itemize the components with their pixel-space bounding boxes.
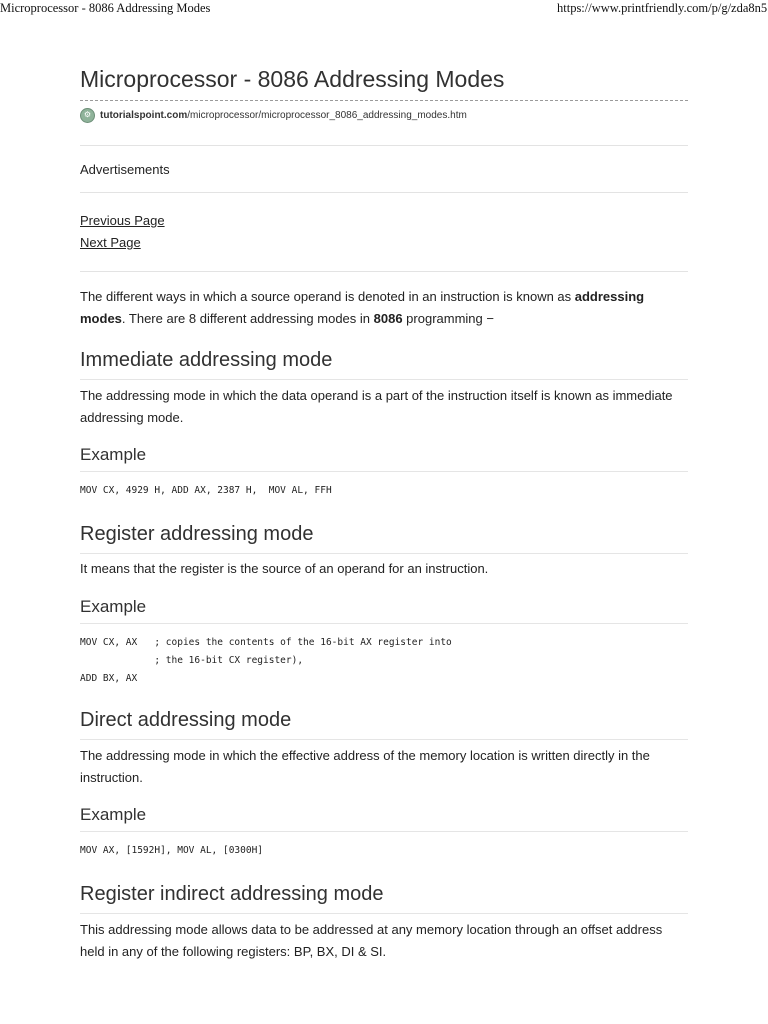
source-domain[interactable]: tutorialspoint.com xyxy=(100,109,188,121)
section-text: It means that the register is the source of an operand for an instruction. xyxy=(80,561,489,576)
section-heading: Direct addressing mode xyxy=(80,705,688,740)
section-text: The addressing mode in which the effective address of the memory location is written directly in the instruction. xyxy=(80,748,650,785)
article xyxy=(80,62,688,963)
code-example: MOV AX, [1592H], MOV AL, [0300H] xyxy=(80,845,264,856)
print-header xyxy=(0,0,768,20)
example-heading: Example xyxy=(80,442,688,472)
advertisements-label: Advertisements xyxy=(80,162,170,177)
code-example: MOV CX, AX ; copies the contents of the 16-bit AX register into ; the 16-bit CX register), ADD BX, AX xyxy=(80,637,452,684)
intro-paragraph xyxy=(80,286,688,330)
source-line xyxy=(80,105,688,125)
section-heading: Register indirect addressing mode xyxy=(80,879,688,914)
article-title: Microprocessor - 8086 Addressing Modes xyxy=(80,62,688,101)
intro-text: The different ways in which a source operand is denoted in an instruction is known as xyxy=(80,289,575,304)
section-heading: Register addressing mode xyxy=(80,519,688,554)
intro-text: . There are 8 different addressing modes in xyxy=(121,311,374,326)
code-example: MOV CX, 4929 H, ADD AX, 2387 H, MOV AL, FFH xyxy=(80,485,332,496)
next-page-link[interactable]: Next Page xyxy=(80,235,141,250)
divider xyxy=(80,271,688,272)
site-favicon-icon: ⚙ xyxy=(80,108,95,123)
section-text: This addressing mode allows data to be addressed at any memory location through an offset address held in any of the following registers: BP, BX, DI & SI. xyxy=(80,922,663,959)
print-header-url: https://www.printfriendly.com/p/g/zda8n5 xyxy=(557,1,768,15)
intro-text: programming − xyxy=(402,311,494,326)
section-text: The addressing mode in which the data operand is a part of the instruction itself is known as immediate addressing mode. xyxy=(80,388,673,425)
page-navigation xyxy=(80,193,688,271)
previous-page-link[interactable]: Previous Page xyxy=(80,213,165,228)
source-path[interactable]: /microprocessor/microprocessor_8086_addressing_modes.htm xyxy=(187,109,467,121)
section-heading: Immediate addressing mode xyxy=(80,345,688,380)
print-header-title: Microprocessor - 8086 Addressing Modes xyxy=(0,1,211,15)
example-heading: Example xyxy=(80,594,688,624)
intro-bold-term: 8086 xyxy=(373,311,403,326)
example-heading: Example xyxy=(80,802,688,832)
intro-bold-term: addressing modes xyxy=(80,289,645,326)
